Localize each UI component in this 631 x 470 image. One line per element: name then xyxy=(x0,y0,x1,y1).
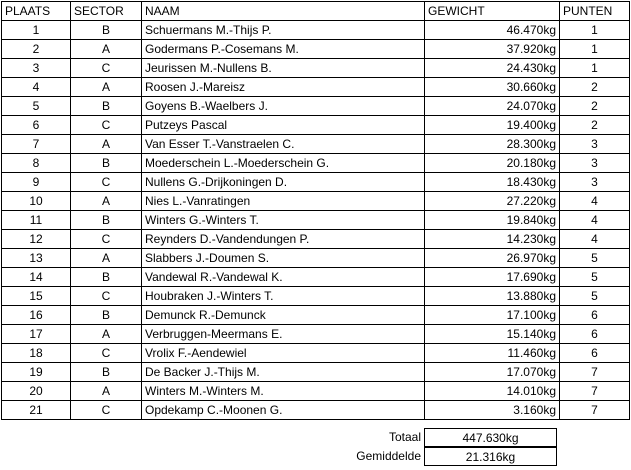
cell-punten: 7 xyxy=(560,363,630,382)
cell-gewicht: 15.140kg xyxy=(425,325,560,344)
cell-plaats: 8 xyxy=(2,154,71,173)
cell-plaats: 7 xyxy=(2,135,71,154)
average-value: 21.316kg xyxy=(424,447,557,466)
cell-sector: A xyxy=(71,40,142,59)
cell-gewicht: 14.010kg xyxy=(425,382,560,401)
cell-gewicht: 30.660kg xyxy=(425,78,560,97)
cell-gewicht: 27.220kg xyxy=(425,192,560,211)
cell-punten: 1 xyxy=(560,21,630,40)
header-punten: PUNTEN xyxy=(560,2,630,21)
cell-plaats: 1 xyxy=(2,21,71,40)
cell-naam: Verbruggen-Meermans E. xyxy=(142,325,425,344)
cell-punten: 2 xyxy=(560,116,630,135)
cell-punten: 7 xyxy=(560,382,630,401)
cell-punten: 2 xyxy=(560,78,630,97)
cell-plaats: 17 xyxy=(2,325,71,344)
table-row xyxy=(2,116,630,135)
table-row xyxy=(2,306,630,325)
cell-sector: B xyxy=(71,97,142,116)
cell-plaats: 9 xyxy=(2,173,71,192)
cell-naam: Schuermans M.-Thijs P. xyxy=(142,21,425,40)
cell-plaats: 5 xyxy=(2,97,71,116)
cell-plaats: 19 xyxy=(2,363,71,382)
cell-plaats: 14 xyxy=(2,268,71,287)
cell-sector: A xyxy=(71,325,142,344)
cell-plaats: 4 xyxy=(2,78,71,97)
cell-plaats: 18 xyxy=(2,344,71,363)
cell-sector: A xyxy=(71,249,142,268)
cell-punten: 7 xyxy=(560,401,630,420)
cell-plaats: 13 xyxy=(2,249,71,268)
cell-sector: A xyxy=(71,135,142,154)
cell-punten: 5 xyxy=(560,249,630,268)
cell-gewicht: 17.100kg xyxy=(425,306,560,325)
cell-plaats: 20 xyxy=(2,382,71,401)
cell-naam: Jeurissen M.-Nullens B. xyxy=(142,59,425,78)
table-row xyxy=(2,249,630,268)
table-row xyxy=(2,173,630,192)
cell-punten: 6 xyxy=(560,325,630,344)
cell-punten: 1 xyxy=(560,59,630,78)
cell-gewicht: 19.400kg xyxy=(425,116,560,135)
table-row xyxy=(2,40,630,59)
cell-gewicht: 19.840kg xyxy=(425,211,560,230)
cell-naam: Roosen J.-Mareisz xyxy=(142,78,425,97)
cell-naam: Goyens B.-Waelbers J. xyxy=(142,97,425,116)
cell-sector: C xyxy=(71,116,142,135)
table-row xyxy=(2,135,630,154)
cell-punten: 1 xyxy=(560,40,630,59)
cell-plaats: 6 xyxy=(2,116,71,135)
cell-naam: Nies L.-Vanratingen xyxy=(142,192,425,211)
cell-plaats: 11 xyxy=(2,211,71,230)
cell-naam: Godermans P.-Cosemans M. xyxy=(142,40,425,59)
cell-gewicht: 18.430kg xyxy=(425,173,560,192)
cell-sector: A xyxy=(71,78,142,97)
cell-sector: B xyxy=(71,363,142,382)
cell-plaats: 2 xyxy=(2,40,71,59)
total-label: Totaal xyxy=(388,430,421,444)
cell-sector: C xyxy=(71,287,142,306)
cell-gewicht: 17.070kg xyxy=(425,363,560,382)
average-row xyxy=(0,447,631,466)
cell-sector: B xyxy=(71,306,142,325)
table-row xyxy=(2,363,630,382)
table-row xyxy=(2,192,630,211)
cell-gewicht: 13.880kg xyxy=(425,287,560,306)
cell-gewicht: 24.070kg xyxy=(425,97,560,116)
cell-naam: Winters M.-Winters M. xyxy=(142,382,425,401)
cell-naam: Reynders D.-Vandendungen P. xyxy=(142,230,425,249)
cell-gewicht: 37.920kg xyxy=(425,40,560,59)
cell-sector: C xyxy=(71,59,142,78)
cell-plaats: 15 xyxy=(2,287,71,306)
table-row xyxy=(2,382,630,401)
table-row xyxy=(2,97,630,116)
cell-gewicht: 17.690kg xyxy=(425,268,560,287)
cell-sector: B xyxy=(71,211,142,230)
cell-punten: 4 xyxy=(560,230,630,249)
cell-gewicht: 24.430kg xyxy=(425,59,560,78)
cell-punten: 3 xyxy=(560,173,630,192)
cell-punten: 6 xyxy=(560,306,630,325)
cell-sector: B xyxy=(71,21,142,40)
table-row xyxy=(2,230,630,249)
cell-sector: C xyxy=(71,344,142,363)
cell-naam: Nullens G.-Drijkoningen D. xyxy=(142,173,425,192)
cell-gewicht: 11.460kg xyxy=(425,344,560,363)
table-row xyxy=(2,268,630,287)
cell-naam: Vrolix F.-Aendewiel xyxy=(142,344,425,363)
cell-sector: C xyxy=(71,230,142,249)
cell-naam: Van Esser T.-Vanstraelen C. xyxy=(142,135,425,154)
cell-punten: 6 xyxy=(560,344,630,363)
cell-naam: Vandewal R.-Vandewal K. xyxy=(142,268,425,287)
results-table xyxy=(1,1,630,420)
table-row xyxy=(2,78,630,97)
total-value: 447.630kg xyxy=(424,428,557,447)
table-row xyxy=(2,211,630,230)
header-sector: SECTOR xyxy=(71,2,142,21)
header-naam: NAAM xyxy=(142,2,425,21)
cell-gewicht: 46.470kg xyxy=(425,21,560,40)
cell-naam: Moederschein L.-Moederschein G. xyxy=(142,154,425,173)
table-row xyxy=(2,154,630,173)
cell-punten: 4 xyxy=(560,192,630,211)
cell-punten: 3 xyxy=(560,135,630,154)
total-row xyxy=(0,428,631,447)
table-row xyxy=(2,287,630,306)
cell-punten: 5 xyxy=(560,287,630,306)
cell-naam: Slabbers J.-Doumen S. xyxy=(142,249,425,268)
cell-naam: Opdekamp C.-Moonen G. xyxy=(142,401,425,420)
cell-plaats: 3 xyxy=(2,59,71,78)
table-row xyxy=(2,59,630,78)
cell-sector: A xyxy=(71,382,142,401)
table-row xyxy=(2,401,630,420)
cell-punten: 2 xyxy=(560,97,630,116)
cell-punten: 3 xyxy=(560,154,630,173)
cell-plaats: 10 xyxy=(2,192,71,211)
cell-sector: B xyxy=(71,268,142,287)
cell-naam: De Backer J.-Thijs M. xyxy=(142,363,425,382)
cell-plaats: 16 xyxy=(2,306,71,325)
cell-gewicht: 14.230kg xyxy=(425,230,560,249)
cell-gewicht: 20.180kg xyxy=(425,154,560,173)
table-row xyxy=(2,325,630,344)
cell-gewicht: 28.300kg xyxy=(425,135,560,154)
cell-sector: A xyxy=(71,192,142,211)
cell-gewicht: 3.160kg xyxy=(425,401,560,420)
cell-punten: 4 xyxy=(560,211,630,230)
cell-sector: B xyxy=(71,154,142,173)
header-plaats: PLAATS xyxy=(2,2,71,21)
header-gewicht: GEWICHT xyxy=(425,2,560,21)
average-label: Gemiddelde xyxy=(356,449,421,463)
cell-naam: Putzeys Pascal xyxy=(142,116,425,135)
cell-naam: Winters G.-Winters T. xyxy=(142,211,425,230)
cell-punten: 5 xyxy=(560,268,630,287)
table-row xyxy=(2,344,630,363)
cell-sector: C xyxy=(71,401,142,420)
cell-plaats: 21 xyxy=(2,401,71,420)
cell-gewicht: 26.970kg xyxy=(425,249,560,268)
header-row xyxy=(2,2,630,21)
cell-naam: Demunck R.-Demunck xyxy=(142,306,425,325)
table-row xyxy=(2,21,630,40)
cell-plaats: 12 xyxy=(2,230,71,249)
cell-naam: Houbraken J.-Winters T. xyxy=(142,287,425,306)
cell-sector: C xyxy=(71,173,142,192)
